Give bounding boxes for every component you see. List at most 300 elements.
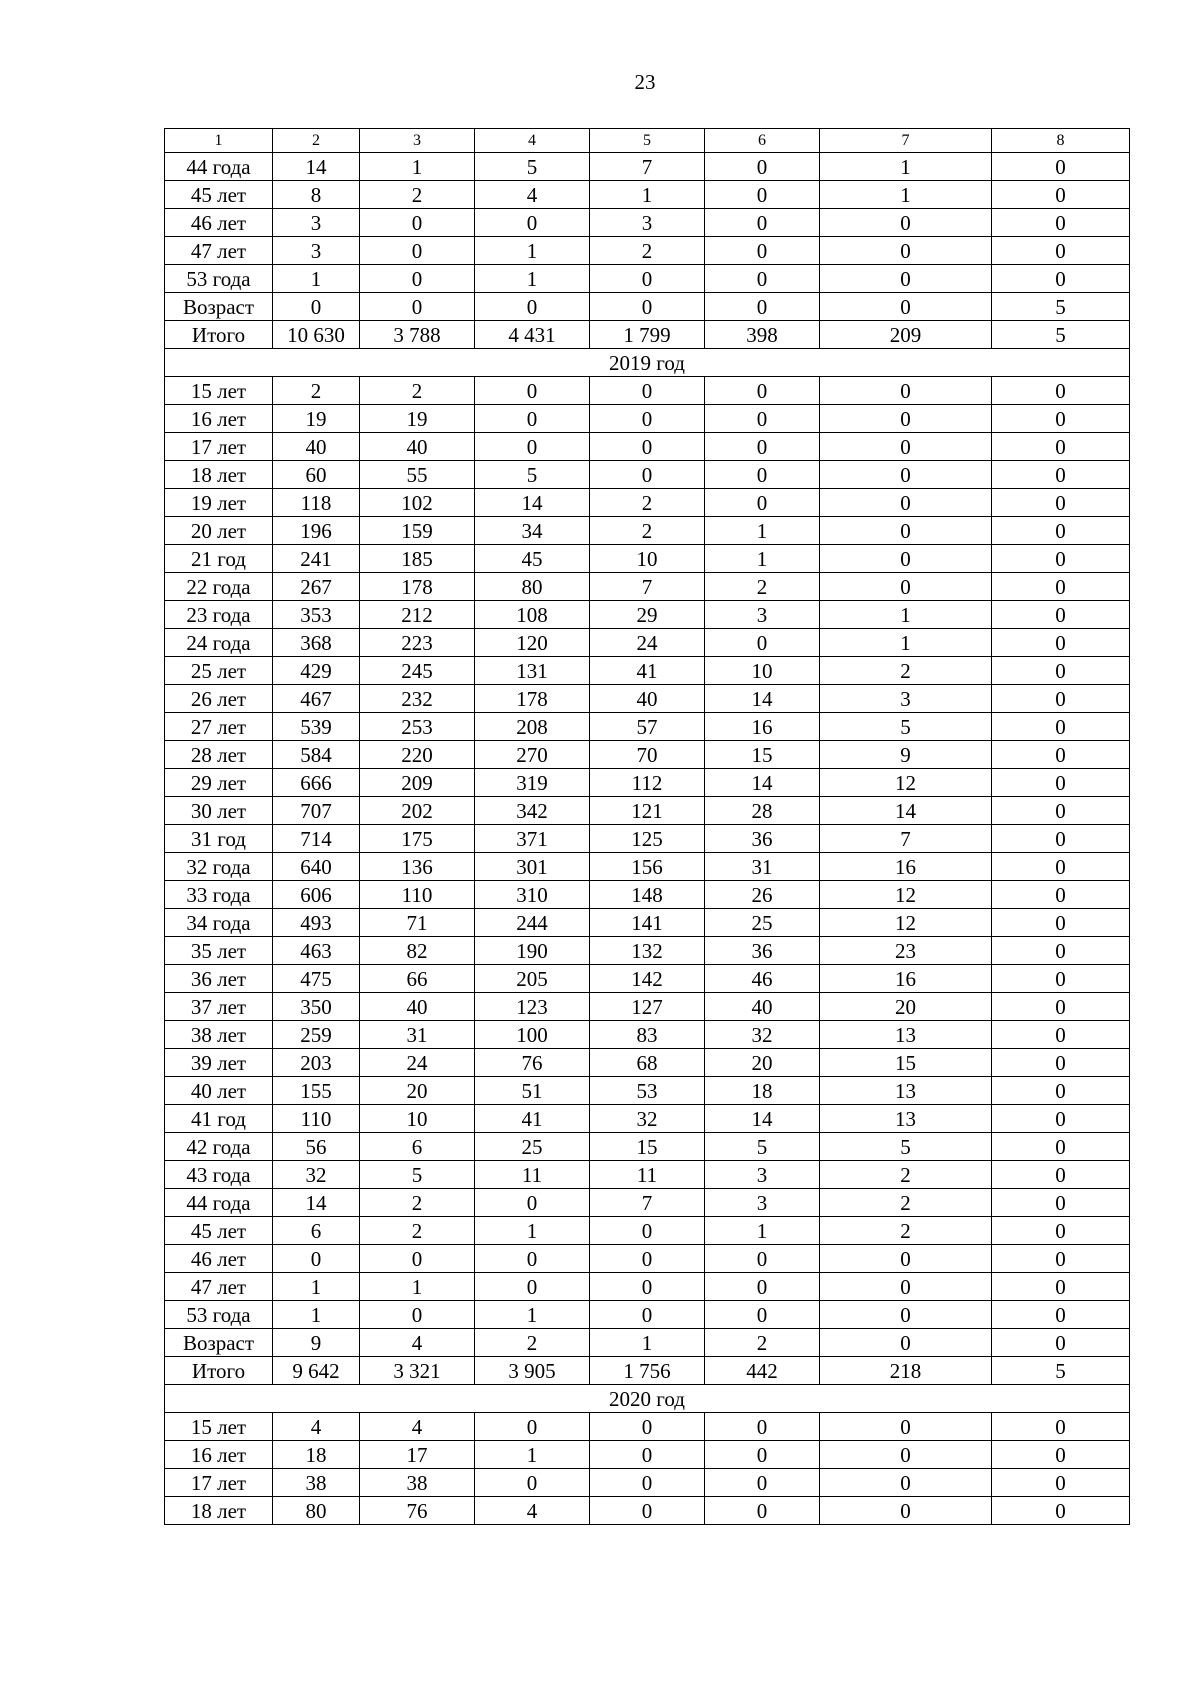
value-cell: 32 — [590, 1105, 705, 1133]
value-cell: 11 — [475, 1161, 590, 1189]
value-cell: 1 — [820, 181, 992, 209]
value-cell: 14 — [273, 1189, 360, 1217]
value-cell: 1 — [475, 1301, 590, 1329]
column-number-cell: 5 — [590, 129, 705, 153]
value-cell: 0 — [820, 433, 992, 461]
value-cell: 17 — [360, 1441, 475, 1469]
age-cell: 34 года — [165, 909, 273, 937]
table-row — [165, 741, 1130, 769]
value-cell: 209 — [820, 321, 992, 349]
value-cell: 368 — [273, 629, 360, 657]
value-cell: 0 — [705, 181, 820, 209]
value-cell: 0 — [992, 713, 1130, 741]
value-cell: 16 — [820, 853, 992, 881]
age-cell: 18 лет — [165, 1497, 273, 1525]
value-cell: 15 — [820, 1049, 992, 1077]
value-cell: 40 — [360, 993, 475, 1021]
value-cell: 175 — [360, 825, 475, 853]
value-cell: 10 — [590, 545, 705, 573]
value-cell: 3 — [273, 209, 360, 237]
age-cell: 22 года — [165, 573, 273, 601]
age-cell: 35 лет — [165, 937, 273, 965]
value-cell: 24 — [360, 1049, 475, 1077]
age-cell: 24 года — [165, 629, 273, 657]
value-cell: 2 — [590, 237, 705, 265]
value-cell: 203 — [273, 1049, 360, 1077]
age-cell: 38 лет — [165, 1021, 273, 1049]
value-cell: 0 — [820, 1329, 992, 1357]
value-cell: 208 — [475, 713, 590, 741]
value-cell: 0 — [360, 293, 475, 321]
value-cell: 4 — [475, 181, 590, 209]
value-cell: 68 — [590, 1049, 705, 1077]
value-cell: 0 — [705, 1469, 820, 1497]
value-cell: 3 788 — [360, 321, 475, 349]
value-cell: 9 — [273, 1329, 360, 1357]
value-cell: 14 — [705, 1105, 820, 1133]
value-cell: 102 — [360, 489, 475, 517]
value-cell: 241 — [273, 545, 360, 573]
year-section-title: 2019 год — [165, 349, 1130, 377]
table-row — [165, 1217, 1130, 1245]
value-cell: 56 — [273, 1133, 360, 1161]
value-cell: 666 — [273, 769, 360, 797]
value-cell: 0 — [705, 293, 820, 321]
value-cell: 0 — [360, 265, 475, 293]
value-cell: 0 — [820, 265, 992, 293]
year-section-title: 2020 год — [165, 1385, 1130, 1413]
value-cell: 0 — [820, 1413, 992, 1441]
age-cell: 23 года — [165, 601, 273, 629]
value-cell: 10 630 — [273, 321, 360, 349]
age-cell: 20 лет — [165, 517, 273, 545]
value-cell: 5 — [475, 461, 590, 489]
value-cell: 0 — [475, 1469, 590, 1497]
value-cell: 0 — [992, 237, 1130, 265]
value-cell: 0 — [360, 1245, 475, 1273]
value-cell: 584 — [273, 741, 360, 769]
table-row — [165, 1189, 1130, 1217]
table-row — [165, 629, 1130, 657]
value-cell: 1 — [360, 1273, 475, 1301]
value-cell: 32 — [273, 1161, 360, 1189]
value-cell: 29 — [590, 601, 705, 629]
age-cell: Возраст — [165, 293, 273, 321]
table-row — [165, 1273, 1130, 1301]
table-row — [165, 153, 1130, 181]
value-cell: 82 — [360, 937, 475, 965]
value-cell: 3 — [590, 209, 705, 237]
value-cell: 19 — [273, 405, 360, 433]
value-cell: 156 — [590, 853, 705, 881]
value-cell: 0 — [992, 853, 1130, 881]
value-cell: 259 — [273, 1021, 360, 1049]
value-cell: 5 — [820, 1133, 992, 1161]
value-cell: 13 — [820, 1105, 992, 1133]
value-cell: 14 — [705, 769, 820, 797]
table-row — [165, 545, 1130, 573]
value-cell: 714 — [273, 825, 360, 853]
value-cell: 20 — [360, 1077, 475, 1105]
value-cell: 0 — [705, 433, 820, 461]
age-cell: 15 лет — [165, 1413, 273, 1441]
value-cell: 0 — [820, 489, 992, 517]
value-cell: 108 — [475, 601, 590, 629]
value-cell: 0 — [992, 153, 1130, 181]
table-row — [165, 293, 1130, 321]
value-cell: 0 — [590, 265, 705, 293]
value-cell: 0 — [590, 1217, 705, 1245]
table-row — [165, 237, 1130, 265]
value-cell: 15 — [705, 741, 820, 769]
value-cell: 36 — [705, 825, 820, 853]
value-cell: 202 — [360, 797, 475, 825]
age-cell: Итого — [165, 321, 273, 349]
value-cell: 0 — [705, 237, 820, 265]
value-cell: 12 — [820, 909, 992, 937]
value-cell: 270 — [475, 741, 590, 769]
value-cell: 1 — [590, 1329, 705, 1357]
value-cell: 245 — [360, 657, 475, 685]
value-cell: 1 — [820, 601, 992, 629]
table-row — [165, 1021, 1130, 1049]
value-cell: 25 — [705, 909, 820, 937]
table-body — [165, 129, 1130, 1525]
age-cell: 32 года — [165, 853, 273, 881]
age-cell: 31 год — [165, 825, 273, 853]
value-cell: 0 — [992, 1077, 1130, 1105]
table-row — [165, 1049, 1130, 1077]
value-cell: 23 — [820, 937, 992, 965]
value-cell: 3 — [820, 685, 992, 713]
value-cell: 0 — [705, 489, 820, 517]
value-cell: 38 — [360, 1469, 475, 1497]
table-row — [165, 209, 1130, 237]
value-cell: 0 — [475, 1273, 590, 1301]
table-row — [165, 797, 1130, 825]
value-cell: 4 — [360, 1329, 475, 1357]
value-cell: 83 — [590, 1021, 705, 1049]
value-cell: 7 — [820, 825, 992, 853]
value-cell: 4 — [360, 1413, 475, 1441]
value-cell: 0 — [820, 1301, 992, 1329]
value-cell: 127 — [590, 993, 705, 1021]
value-cell: 0 — [820, 1273, 992, 1301]
age-cell: 17 лет — [165, 433, 273, 461]
value-cell: 36 — [705, 937, 820, 965]
value-cell: 0 — [992, 1413, 1130, 1441]
value-cell: 24 — [590, 629, 705, 657]
table-row — [165, 1133, 1130, 1161]
value-cell: 112 — [590, 769, 705, 797]
value-cell: 0 — [705, 153, 820, 181]
value-cell: 178 — [475, 685, 590, 713]
value-cell: 212 — [360, 601, 475, 629]
value-cell: 71 — [360, 909, 475, 937]
value-cell: 0 — [820, 237, 992, 265]
value-cell: 371 — [475, 825, 590, 853]
value-cell: 0 — [360, 209, 475, 237]
table-row — [165, 1245, 1130, 1273]
age-cell: 47 лет — [165, 1273, 273, 1301]
value-cell: 0 — [705, 265, 820, 293]
value-cell: 40 — [360, 433, 475, 461]
value-cell: 2 — [590, 517, 705, 545]
value-cell: 3 321 — [360, 1357, 475, 1385]
value-cell: 31 — [360, 1021, 475, 1049]
value-cell: 2 — [360, 1189, 475, 1217]
value-cell: 350 — [273, 993, 360, 1021]
value-cell: 1 799 — [590, 321, 705, 349]
value-cell: 4 — [273, 1413, 360, 1441]
value-cell: 76 — [475, 1049, 590, 1077]
value-cell: 0 — [820, 1469, 992, 1497]
value-cell: 463 — [273, 937, 360, 965]
age-cell: 47 лет — [165, 237, 273, 265]
value-cell: 0 — [992, 489, 1130, 517]
value-cell: 14 — [820, 797, 992, 825]
value-cell: 40 — [590, 685, 705, 713]
value-cell: 80 — [273, 1497, 360, 1525]
value-cell: 159 — [360, 517, 475, 545]
value-cell: 0 — [992, 1301, 1130, 1329]
value-cell: 267 — [273, 573, 360, 601]
table-row — [165, 1441, 1130, 1469]
value-cell: 0 — [992, 573, 1130, 601]
value-cell: 121 — [590, 797, 705, 825]
table-row — [165, 573, 1130, 601]
value-cell: 244 — [475, 909, 590, 937]
value-cell: 310 — [475, 881, 590, 909]
value-cell: 353 — [273, 601, 360, 629]
age-cell: 28 лет — [165, 741, 273, 769]
column-number-cell: 1 — [165, 129, 273, 153]
value-cell: 0 — [992, 1497, 1130, 1525]
value-cell: 0 — [820, 293, 992, 321]
value-cell: 0 — [590, 377, 705, 405]
value-cell: 0 — [475, 433, 590, 461]
age-cell: 15 лет — [165, 377, 273, 405]
age-cell: 18 лет — [165, 461, 273, 489]
value-cell: 9 642 — [273, 1357, 360, 1385]
value-cell: 493 — [273, 909, 360, 937]
age-cell: 17 лет — [165, 1469, 273, 1497]
value-cell: 76 — [360, 1497, 475, 1525]
value-cell: 20 — [820, 993, 992, 1021]
table-row — [165, 1329, 1130, 1357]
column-number-cell: 6 — [705, 129, 820, 153]
value-cell: 66 — [360, 965, 475, 993]
value-cell: 0 — [705, 377, 820, 405]
value-cell: 5 — [992, 293, 1130, 321]
value-cell: 15 — [590, 1133, 705, 1161]
age-cell: 37 лет — [165, 993, 273, 1021]
value-cell: 0 — [705, 405, 820, 433]
value-cell: 0 — [992, 657, 1130, 685]
value-cell: 141 — [590, 909, 705, 937]
value-cell: 218 — [820, 1357, 992, 1385]
value-cell: 342 — [475, 797, 590, 825]
value-cell: 0 — [992, 377, 1130, 405]
value-cell: 16 — [820, 965, 992, 993]
value-cell: 0 — [992, 825, 1130, 853]
value-cell: 0 — [992, 1441, 1130, 1469]
value-cell: 209 — [360, 769, 475, 797]
value-cell: 2 — [705, 573, 820, 601]
value-cell: 0 — [992, 769, 1130, 797]
value-cell: 0 — [705, 1273, 820, 1301]
age-cell: Итого — [165, 1357, 273, 1385]
table-row — [165, 881, 1130, 909]
table-row — [165, 1161, 1130, 1189]
value-cell: 11 — [590, 1161, 705, 1189]
value-cell: 132 — [590, 937, 705, 965]
value-cell: 16 — [705, 713, 820, 741]
value-cell: 7 — [590, 1189, 705, 1217]
value-cell: 45 — [475, 545, 590, 573]
value-cell: 467 — [273, 685, 360, 713]
value-cell: 1 — [705, 545, 820, 573]
value-cell: 0 — [705, 1245, 820, 1273]
value-cell: 0 — [705, 461, 820, 489]
value-cell: 0 — [705, 209, 820, 237]
value-cell: 0 — [992, 517, 1130, 545]
value-cell: 0 — [705, 1413, 820, 1441]
value-cell: 0 — [590, 1469, 705, 1497]
value-cell: 4 — [475, 1497, 590, 1525]
table-row — [165, 1105, 1130, 1133]
value-cell: 1 — [475, 1441, 590, 1469]
value-cell: 0 — [992, 937, 1130, 965]
value-cell: 4 431 — [475, 321, 590, 349]
value-cell: 14 — [475, 489, 590, 517]
value-cell: 131 — [475, 657, 590, 685]
table-row — [165, 321, 1130, 349]
value-cell: 0 — [590, 1413, 705, 1441]
value-cell: 0 — [992, 1273, 1130, 1301]
value-cell: 0 — [820, 573, 992, 601]
column-number-cell: 8 — [992, 129, 1130, 153]
value-cell: 1 — [705, 1217, 820, 1245]
value-cell: 0 — [820, 209, 992, 237]
table-row — [165, 825, 1130, 853]
value-cell: 28 — [705, 797, 820, 825]
age-cell: 27 лет — [165, 713, 273, 741]
value-cell: 0 — [820, 1441, 992, 1469]
value-cell: 606 — [273, 881, 360, 909]
age-cell: 29 лет — [165, 769, 273, 797]
table-row — [165, 461, 1130, 489]
table-row — [165, 377, 1130, 405]
value-cell: 0 — [590, 1441, 705, 1469]
value-cell: 2 — [360, 181, 475, 209]
table-row — [165, 657, 1130, 685]
age-cell: 43 года — [165, 1161, 273, 1189]
value-cell: 2 — [475, 1329, 590, 1357]
table-row — [165, 713, 1130, 741]
value-cell: 0 — [705, 1441, 820, 1469]
value-cell: 301 — [475, 853, 590, 881]
value-cell: 1 — [273, 1273, 360, 1301]
value-cell: 0 — [992, 993, 1130, 1021]
value-cell: 0 — [992, 1049, 1130, 1077]
value-cell: 178 — [360, 573, 475, 601]
value-cell: 100 — [475, 1021, 590, 1049]
value-cell: 2 — [590, 489, 705, 517]
value-cell: 0 — [590, 1301, 705, 1329]
value-cell: 1 — [820, 629, 992, 657]
value-cell: 110 — [360, 881, 475, 909]
value-cell: 1 — [273, 1301, 360, 1329]
age-cell: 39 лет — [165, 1049, 273, 1077]
value-cell: 0 — [992, 1469, 1130, 1497]
value-cell: 2 — [273, 377, 360, 405]
value-cell: 0 — [590, 293, 705, 321]
value-cell: 5 — [992, 321, 1130, 349]
value-cell: 1 — [475, 1217, 590, 1245]
value-cell: 155 — [273, 1077, 360, 1105]
value-cell: 1 — [820, 153, 992, 181]
value-cell: 142 — [590, 965, 705, 993]
value-cell: 185 — [360, 545, 475, 573]
age-cell: 21 год — [165, 545, 273, 573]
value-cell: 0 — [992, 1105, 1130, 1133]
value-cell: 0 — [992, 1133, 1130, 1161]
value-cell: 220 — [360, 741, 475, 769]
value-cell: 14 — [273, 153, 360, 181]
value-cell: 2 — [820, 1189, 992, 1217]
value-cell: 3 — [705, 1161, 820, 1189]
value-cell: 12 — [820, 881, 992, 909]
table-row — [165, 1469, 1130, 1497]
value-cell: 0 — [590, 1273, 705, 1301]
value-cell: 190 — [475, 937, 590, 965]
age-cell: 36 лет — [165, 965, 273, 993]
value-cell: 10 — [705, 657, 820, 685]
value-cell: 0 — [820, 461, 992, 489]
age-cell: Возраст — [165, 1329, 273, 1357]
value-cell: 0 — [360, 1301, 475, 1329]
column-number-cell: 4 — [475, 129, 590, 153]
value-cell: 57 — [590, 713, 705, 741]
value-cell: 2 — [360, 377, 475, 405]
table-row — [165, 489, 1130, 517]
value-cell: 41 — [475, 1105, 590, 1133]
value-cell: 0 — [820, 1245, 992, 1273]
value-cell: 0 — [590, 1497, 705, 1525]
value-cell: 5 — [820, 713, 992, 741]
value-cell: 0 — [360, 237, 475, 265]
value-cell: 475 — [273, 965, 360, 993]
value-cell: 19 — [360, 405, 475, 433]
value-cell: 0 — [705, 1497, 820, 1525]
value-cell: 0 — [475, 293, 590, 321]
value-cell: 0 — [992, 265, 1130, 293]
value-cell: 0 — [475, 1413, 590, 1441]
value-cell: 123 — [475, 993, 590, 1021]
value-cell: 0 — [992, 881, 1130, 909]
value-cell: 0 — [992, 1161, 1130, 1189]
value-cell: 38 — [273, 1469, 360, 1497]
age-cell: 16 лет — [165, 405, 273, 433]
value-cell: 1 — [360, 153, 475, 181]
value-cell: 205 — [475, 965, 590, 993]
value-cell: 0 — [475, 377, 590, 405]
table-row — [165, 1413, 1130, 1441]
value-cell: 1 — [273, 265, 360, 293]
value-cell: 0 — [992, 797, 1130, 825]
value-cell: 80 — [475, 573, 590, 601]
